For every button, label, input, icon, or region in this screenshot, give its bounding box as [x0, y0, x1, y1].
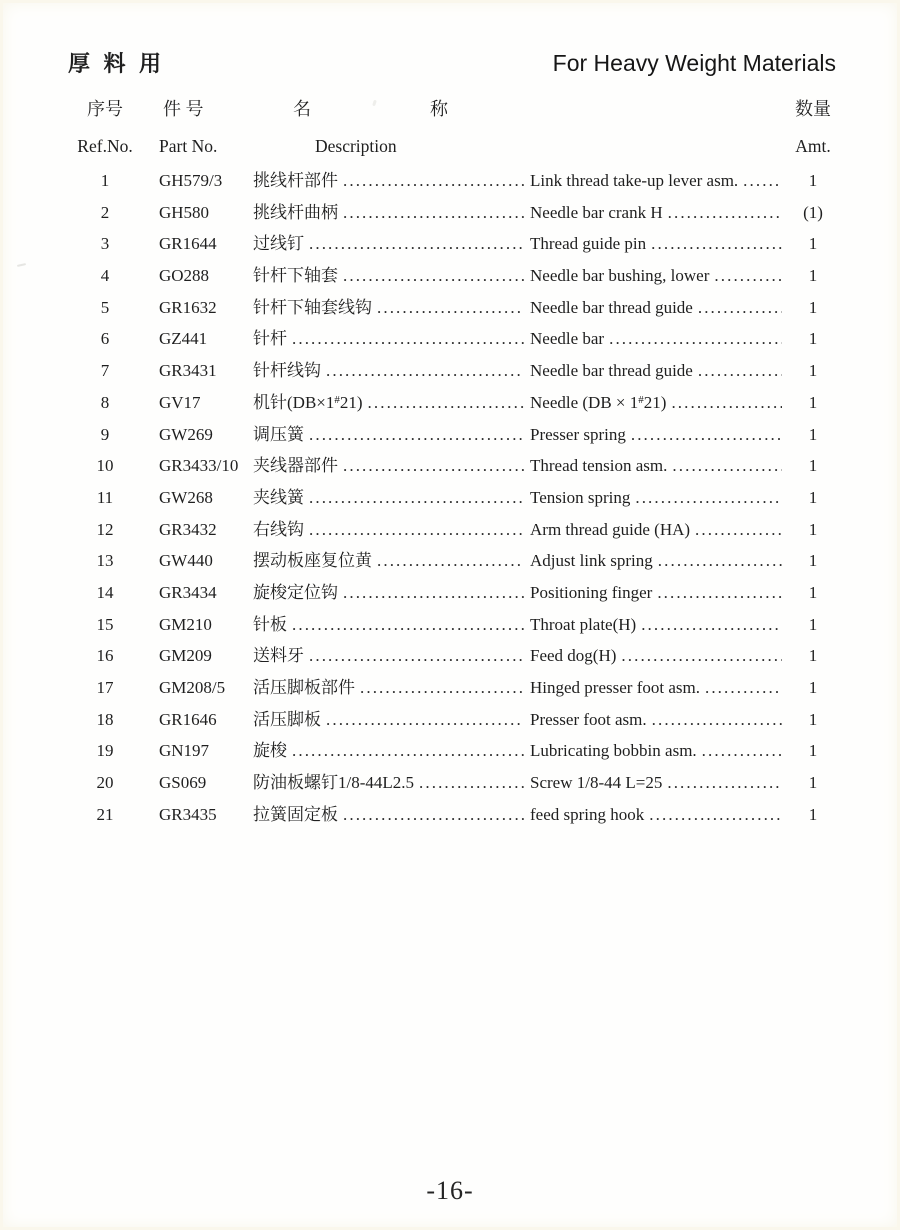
dot-leader [309, 419, 524, 451]
title-english: For Heavy Weight Materials [552, 50, 836, 76]
dot-leader [698, 292, 782, 324]
amount: 1 [808, 519, 818, 539]
part-description-english: Presser spring [530, 424, 626, 444]
table-row [68, 228, 838, 260]
part-no: GR3434 [159, 582, 217, 602]
part-no: GM208/5 [159, 678, 226, 697]
dot-leader [657, 577, 782, 609]
table-row [68, 609, 838, 641]
amount: 1 [808, 297, 818, 317]
part-description-english: feed spring hook [530, 804, 645, 824]
header-amt-cn: 数量 [795, 99, 831, 119]
part-name-chinese: 机针(DB×1#21) [253, 392, 363, 412]
part-no: GN197 [159, 741, 210, 761]
part-no: GH579/3 [159, 171, 223, 190]
part-description-english: Needle bar [530, 329, 605, 349]
dot-leader [309, 482, 524, 514]
part-name-chinese: 右线钩 [253, 519, 304, 539]
dot-leader [326, 355, 524, 387]
column-headers-english [68, 132, 838, 160]
part-no: GW269 [159, 424, 213, 444]
ref-no: 10 [96, 456, 114, 476]
dot-leader [649, 799, 782, 831]
ref-no: 2 [100, 202, 110, 222]
part-name-chinese: 针杆下轴套 [253, 266, 338, 286]
part-no: GR1632 [159, 297, 217, 317]
dot-leader [695, 514, 782, 546]
amount: 1 [808, 678, 818, 697]
part-name-chinese: 针杆 [253, 329, 287, 349]
table-row [68, 197, 838, 229]
dot-leader [671, 387, 782, 419]
part-name-chinese: 摆动板座复位黄 [253, 551, 372, 571]
part-name-chinese: 旋梭 [253, 741, 287, 761]
amount: 1 [808, 361, 818, 381]
ref-no: 19 [96, 741, 114, 761]
dot-leader [326, 704, 524, 736]
dot-leader [702, 735, 782, 767]
amount: 1 [808, 614, 818, 634]
part-no: GH580 [159, 202, 210, 222]
ref-no: 15 [96, 614, 114, 634]
table-row [68, 355, 838, 387]
part-name-chinese: 旋梭定位钩 [253, 582, 338, 602]
ref-no: 13 [96, 551, 114, 571]
table-row [68, 450, 838, 482]
ref-no: 5 [100, 297, 110, 317]
part-no: GW440 [159, 551, 213, 571]
part-name-chinese: 过线钉 [253, 234, 304, 254]
table-row [68, 767, 838, 799]
amount: 1 [808, 171, 818, 190]
table-row [68, 514, 838, 546]
ref-no: 16 [96, 646, 114, 666]
amount: 1 [808, 392, 818, 412]
dot-leader [309, 228, 524, 260]
dot-leader [698, 355, 782, 387]
ref-no: 14 [96, 582, 114, 602]
table-row [68, 323, 838, 355]
amount: 1 [808, 551, 818, 571]
dot-leader [377, 545, 524, 577]
header-part-cn: 件 号 [163, 99, 204, 119]
amount: 1 [808, 424, 818, 444]
part-no: GS069 [159, 773, 207, 793]
dot-leader [343, 450, 524, 482]
part-name-chinese: 活压脚板 [253, 709, 321, 729]
amount: 1 [808, 487, 818, 507]
dot-leader [343, 165, 524, 197]
page-number: -16- [426, 1176, 474, 1205]
part-description-english: Needle bar thread guide [530, 297, 693, 317]
part-no: GR3433/10 [159, 456, 239, 476]
table-row [68, 640, 838, 672]
dot-leader [377, 292, 524, 324]
part-name-chinese: 调压簧 [253, 424, 304, 444]
table-row [68, 260, 838, 292]
ref-no: 8 [100, 392, 110, 412]
header-ref-en: Ref.No. [77, 136, 133, 156]
part-description-english: Lubricating bobbin asm. [530, 741, 697, 761]
table-row [68, 419, 838, 451]
amount: 1 [808, 646, 818, 666]
part-no: GR1644 [159, 234, 217, 254]
table-row [68, 577, 838, 609]
table-row [68, 704, 838, 736]
ref-no: 9 [100, 424, 110, 444]
dot-leader [292, 323, 524, 355]
part-description-english: Tension spring [530, 487, 631, 507]
dot-leader [609, 323, 782, 355]
part-no: GV17 [159, 392, 201, 412]
column-headers-chinese [68, 95, 838, 123]
part-description-english: Arm thread guide (HA) [530, 519, 691, 539]
amount: 1 [808, 329, 818, 349]
part-description-english: Screw 1/8-44 L=25 [530, 773, 663, 793]
dot-leader [652, 704, 782, 736]
table-row [68, 799, 838, 831]
dot-leader [672, 450, 782, 482]
part-name-chinese: 针杆下轴套线钩 [253, 297, 372, 317]
dot-leader [343, 577, 524, 609]
part-name-chinese: 夹线簧 [253, 487, 304, 507]
header-name-cn-left: 名 [293, 99, 311, 119]
dot-leader [668, 197, 782, 229]
dot-leader [651, 228, 782, 260]
ref-no: 20 [96, 773, 114, 793]
amount: 1 [808, 709, 818, 729]
header-description-en: Description [315, 136, 397, 156]
part-no: GZ441 [159, 329, 208, 349]
dot-leader [360, 672, 524, 704]
dot-leader [635, 482, 782, 514]
header-name-cn-right: 称 [430, 99, 448, 119]
part-no: GM209 [159, 646, 212, 666]
dot-leader [419, 767, 524, 799]
part-description-english: Needle bar bushing, lower [530, 266, 710, 286]
amount: 1 [808, 804, 818, 824]
part-no: GR3435 [159, 804, 217, 824]
dot-leader [292, 609, 524, 641]
table-row [68, 292, 838, 324]
part-name-chinese: 针板 [253, 614, 287, 634]
part-description-english: Thread tension asm. [530, 456, 668, 476]
table-row [68, 387, 838, 419]
part-name-chinese: 活压脚板部件 [253, 678, 355, 697]
part-name-chinese: 挑线杆曲柄 [253, 202, 338, 222]
part-name-chinese: 挑线杆部件 [253, 171, 338, 190]
dot-leader [714, 260, 782, 292]
title-chinese: 厚 料 用 [68, 51, 166, 76]
dot-leader [631, 419, 782, 451]
ref-no: 17 [96, 678, 114, 697]
part-no: GR3431 [159, 361, 217, 381]
dot-leader [368, 387, 524, 419]
part-description-english: Needle (DB × 1#21) [530, 392, 667, 412]
part-description-english: Hinged presser foot asm. [530, 678, 700, 697]
amount: 1 [808, 456, 818, 476]
dot-leader [667, 767, 782, 799]
ref-no: 3 [100, 234, 110, 254]
table-row [68, 165, 838, 197]
part-no: GM210 [159, 614, 212, 634]
part-description-english: Needle bar crank H [530, 202, 663, 222]
header-part-en: Part No. [159, 136, 218, 156]
part-description-english: Throat plate(H) [530, 614, 637, 634]
part-no: GR3432 [159, 519, 217, 539]
part-name-chinese: 送料牙 [253, 646, 304, 666]
ref-no: 12 [96, 519, 114, 539]
amount: 1 [808, 773, 818, 793]
dot-leader [705, 672, 782, 704]
dot-leader [621, 640, 782, 672]
header-ref-cn: 序号 [87, 99, 123, 119]
ref-no: 6 [100, 329, 110, 349]
amount: 1 [808, 741, 818, 761]
part-no: GR1646 [159, 709, 217, 729]
dot-leader [743, 165, 782, 197]
ref-no: 7 [100, 361, 110, 381]
table-row [68, 545, 838, 577]
part-description-english: Positioning finger [530, 582, 653, 602]
amount: 1 [808, 582, 818, 602]
header-amt-en: Amt. [795, 136, 831, 156]
part-description-english: Link thread take-up lever asm. [530, 171, 739, 190]
part-name-chinese: 夹线器部件 [253, 456, 338, 476]
ref-no: 1 [100, 171, 110, 190]
amount: 1 [808, 266, 818, 286]
parts-table [0, 165, 900, 830]
part-description-english: Presser foot asm. [530, 709, 647, 729]
dot-leader [309, 640, 524, 672]
part-description-english: Needle bar thread guide [530, 361, 693, 381]
ref-no: 18 [96, 709, 114, 729]
dot-leader [658, 545, 782, 577]
dot-leader [343, 197, 524, 229]
part-name-chinese: 针杆线钩 [253, 361, 321, 381]
part-no: GW268 [159, 487, 213, 507]
amount: 1 [808, 234, 818, 254]
part-description-english: Feed dog(H) [530, 646, 617, 666]
part-description-english: Thread guide pin [530, 234, 647, 254]
ref-no: 4 [100, 266, 110, 286]
amount: (1) [803, 202, 823, 222]
part-name-chinese: 防油板螺钉1/8-44L2.5 [253, 773, 415, 793]
ref-no: 21 [96, 804, 114, 824]
table-row [68, 482, 838, 514]
table-row [68, 735, 838, 767]
dot-leader [343, 799, 524, 831]
part-name-chinese: 拉簧固定板 [253, 804, 338, 824]
table-row [68, 672, 838, 704]
ref-no: 11 [96, 487, 114, 507]
dot-leader [343, 260, 524, 292]
part-no: GO288 [159, 266, 210, 286]
dot-leader [641, 609, 782, 641]
dot-leader [309, 514, 524, 546]
dot-leader [292, 735, 524, 767]
part-description-english: Adjust link spring [530, 551, 653, 571]
page-header [68, 46, 836, 80]
